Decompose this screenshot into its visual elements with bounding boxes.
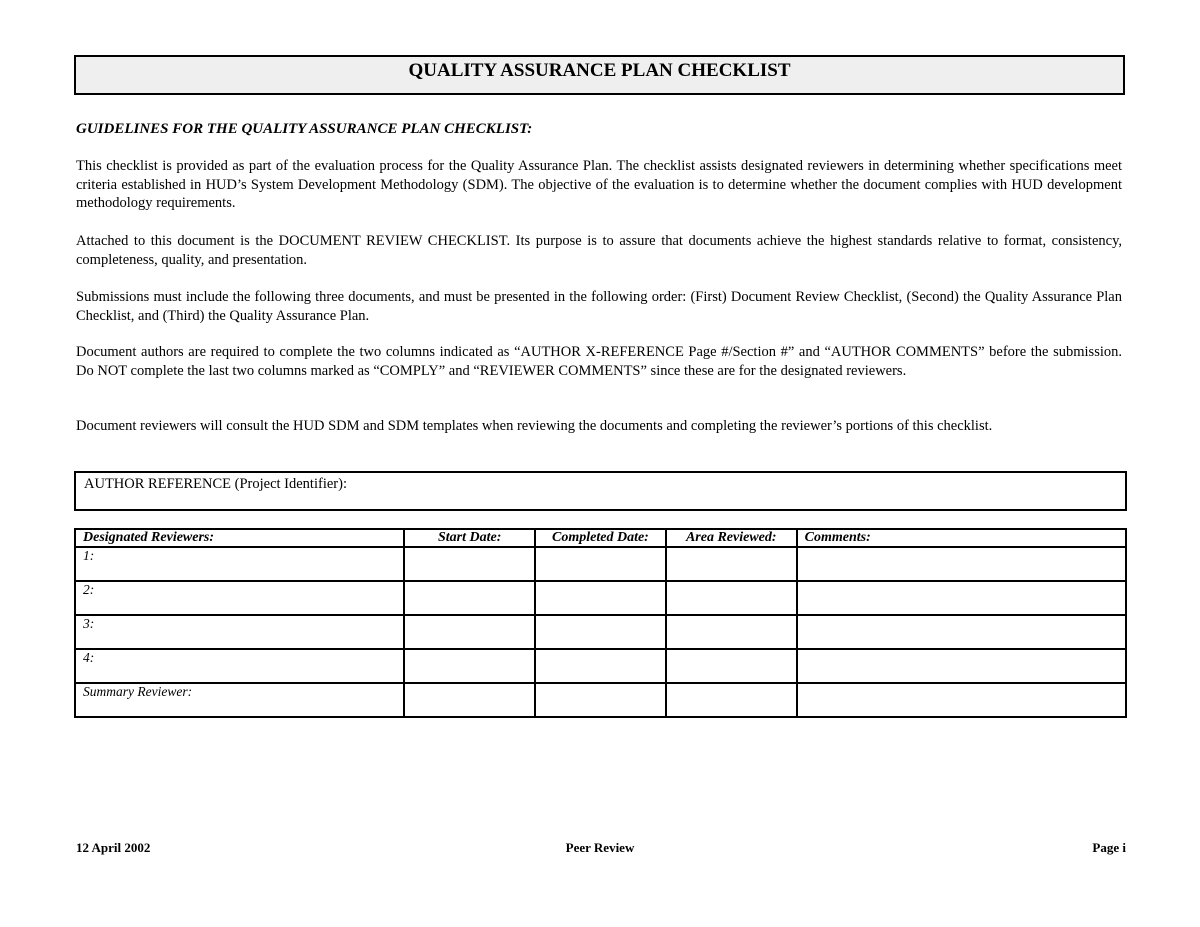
table-row xyxy=(75,683,1126,717)
header-comments: Comments: xyxy=(797,529,1126,547)
comments-cell[interactable] xyxy=(797,615,1126,649)
paragraph-attached-checklist: Attached to this document is the DOCUMENT REVIEW CHECKLIST. Its purpose is to assure that documents achieve the highest standards relative to format, consistency, completeness, quality, and presentation. xyxy=(76,233,1122,268)
table-row xyxy=(75,649,1126,683)
page-title: QUALITY ASSURANCE PLAN CHECKLIST xyxy=(408,60,791,81)
area-reviewed-cell[interactable] xyxy=(666,615,797,649)
table-row xyxy=(75,615,1126,649)
reviewer-cell[interactable]: 4: xyxy=(75,649,404,683)
completed-date-cell[interactable] xyxy=(535,649,666,683)
title-box xyxy=(74,55,1125,95)
comments-cell[interactable] xyxy=(797,547,1126,581)
completed-date-cell[interactable] xyxy=(535,547,666,581)
table-row xyxy=(75,547,1126,581)
paragraph-reviewer-guidance: Document reviewers will consult the HUD SDM and SDM templates when reviewing the documents and completing the reviewer’s portions of this checklist. xyxy=(76,418,993,434)
reviewers-table xyxy=(74,528,1127,718)
comments-cell[interactable] xyxy=(797,683,1126,717)
author-reference-field[interactable] xyxy=(74,471,1127,511)
area-reviewed-cell[interactable] xyxy=(666,683,797,717)
reviewer-cell[interactable]: 2: xyxy=(75,581,404,615)
paragraph-author-requirements: Document authors are required to complete the two columns indicated as “AUTHOR X-REFERENCE Page #/Section #” and “AUTHOR COMMENTS” before the submission. Do NOT complete the last two columns marked as “COMPLY” and “REVIEWER COMMENTS” since these are for the designated reviewers. xyxy=(76,344,1122,379)
paragraph-submissions: Submissions must include the following three documents, and must be presented in the following order: (First) Document Review Checklist, (Second) the Quality Assurance Plan Checklist, and (Third) the Quality Assurance Plan. xyxy=(76,289,1122,324)
summary-reviewer-cell[interactable]: Summary Reviewer: xyxy=(75,683,404,717)
comments-cell[interactable] xyxy=(797,581,1126,615)
completed-date-cell[interactable] xyxy=(535,615,666,649)
table-header-row xyxy=(75,529,1126,547)
header-area-reviewed: Area Reviewed: xyxy=(666,529,797,547)
start-date-cell[interactable] xyxy=(404,683,535,717)
start-date-cell[interactable] xyxy=(404,649,535,683)
header-designated-reviewers: Designated Reviewers: xyxy=(75,529,404,547)
start-date-cell[interactable] xyxy=(404,581,535,615)
area-reviewed-cell[interactable] xyxy=(666,581,797,615)
completed-date-cell[interactable] xyxy=(535,683,666,717)
header-completed-date: Completed Date: xyxy=(535,529,666,547)
author-reference-label: AUTHOR REFERENCE (Project Identifier): xyxy=(84,476,347,492)
reviewer-cell[interactable]: 1: xyxy=(75,547,404,581)
footer-date: 12 April 2002 xyxy=(76,840,151,855)
start-date-cell[interactable] xyxy=(404,547,535,581)
guidelines-heading: GUIDELINES FOR THE QUALITY ASSURANCE PLAN CHECKLIST: xyxy=(76,121,533,137)
comments-cell[interactable] xyxy=(797,649,1126,683)
area-reviewed-cell[interactable] xyxy=(666,649,797,683)
header-start-date: Start Date: xyxy=(404,529,535,547)
paragraph-intro: This checklist is provided as part of the evaluation process for the Quality Assurance Plan. The checklist assists designated reviewers in determining whether specifications meet criteria established in HUD’s System Development Methodology (SDM). The objective of the evaluation is to determine whether the document complies with HUD development methodology requirements. xyxy=(76,158,1122,211)
reviewer-cell[interactable]: 3: xyxy=(75,615,404,649)
area-reviewed-cell[interactable] xyxy=(666,547,797,581)
completed-date-cell[interactable] xyxy=(535,581,666,615)
footer-center-label: Peer Review xyxy=(565,840,635,855)
table-row xyxy=(75,581,1126,615)
start-date-cell[interactable] xyxy=(404,615,535,649)
footer-page-number: Page i xyxy=(1092,840,1126,855)
